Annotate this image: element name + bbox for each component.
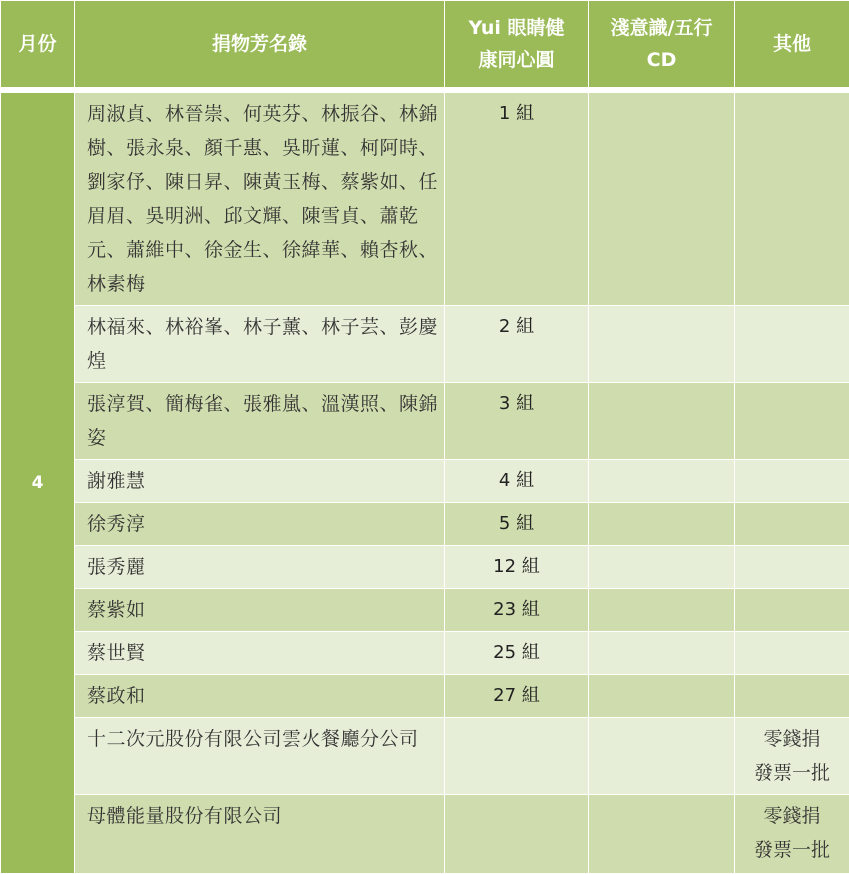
- donor-names: 徐秀淳: [75, 503, 445, 546]
- yui-count: 1 組: [445, 93, 589, 306]
- table-row: [1, 460, 849, 503]
- header-month: 月份: [1, 1, 75, 88]
- yui-count: [445, 795, 589, 874]
- table-row: [1, 383, 849, 460]
- donor-names: 周淑貞、林晉崇、何英芬、林振谷、林錦樹、張永泉、顏千惠、吳昕蓮、柯阿時、劉家伃、陳日昇、陳黃玉梅、蔡紫如、任眉眉、吳明洲、邱文輝、陳雪貞、蕭乾元、蕭維中、徐金生、徐緯華、賴杏秋、林素梅: [75, 93, 445, 306]
- table-row: [1, 306, 849, 383]
- other-cell: [735, 795, 849, 874]
- cd-cell: [589, 306, 735, 383]
- cd-cell: [589, 632, 735, 675]
- header-yui-line1: Yui 眼睛健: [468, 17, 564, 39]
- yui-count: 5 組: [445, 503, 589, 546]
- other-line1: 零錢捐: [763, 728, 820, 750]
- cd-cell: [589, 546, 735, 589]
- cd-cell: [589, 93, 735, 306]
- cd-cell: [589, 589, 735, 632]
- yui-count: 12 組: [445, 546, 589, 589]
- donor-names: 蔡政和: [75, 675, 445, 718]
- other-line2: 發票一批: [754, 762, 830, 784]
- yui-count: 3 組: [445, 383, 589, 460]
- header-row: [1, 1, 849, 88]
- table-row: [1, 632, 849, 675]
- yui-count: 23 組: [445, 589, 589, 632]
- other-cell: [735, 718, 849, 795]
- other-cell: [735, 93, 849, 306]
- month-cell: 4: [1, 93, 75, 874]
- table-row: [1, 795, 849, 874]
- table-row: [1, 546, 849, 589]
- donor-names: 蔡紫如: [75, 589, 445, 632]
- other-cell: [735, 632, 849, 675]
- other-cell: [735, 383, 849, 460]
- other-cell: [735, 546, 849, 589]
- table-row: [1, 503, 849, 546]
- other-cell: [735, 589, 849, 632]
- other-cell: [735, 460, 849, 503]
- donor-names: 母體能量股份有限公司: [75, 795, 445, 874]
- donor-names: 林福來、林裕峯、林子薰、林子芸、彭慶煌: [75, 306, 445, 383]
- cd-cell: [589, 460, 735, 503]
- header-donors: 捐物芳名錄: [75, 1, 445, 88]
- table-row: [1, 718, 849, 795]
- header-yui-line2: 康同心圓: [478, 49, 554, 71]
- donor-names: 十二次元股份有限公司雲火餐廳分公司: [75, 718, 445, 795]
- cd-cell: [589, 718, 735, 795]
- cd-cell: [589, 503, 735, 546]
- other-line1: 零錢捐: [763, 805, 820, 827]
- header-cd-line1: 淺意識/五行: [611, 17, 713, 39]
- other-cell: [735, 306, 849, 383]
- donor-names: 蔡世賢: [75, 632, 445, 675]
- table-row: [1, 675, 849, 718]
- cd-cell: [589, 675, 735, 718]
- yui-count: [445, 718, 589, 795]
- table-row: [1, 589, 849, 632]
- donor-names: 張淳賀、簡梅雀、張雅嵐、溫漢照、陳錦姿: [75, 383, 445, 460]
- yui-count: 4 組: [445, 460, 589, 503]
- yui-count: 27 組: [445, 675, 589, 718]
- header-cd-line2: CD: [647, 49, 677, 71]
- donor-names: 張秀麗: [75, 546, 445, 589]
- header-other: 其他: [735, 1, 849, 88]
- other-cell: [735, 675, 849, 718]
- cd-cell: [589, 795, 735, 874]
- yui-count: 2 組: [445, 306, 589, 383]
- yui-count: 25 組: [445, 632, 589, 675]
- header-cd: [589, 1, 735, 88]
- donor-names: 謝雅慧: [75, 460, 445, 503]
- table-row: [1, 93, 849, 306]
- header-yui: [445, 1, 589, 88]
- cd-cell: [589, 383, 735, 460]
- other-line2: 發票一批: [754, 839, 830, 861]
- other-cell: [735, 503, 849, 546]
